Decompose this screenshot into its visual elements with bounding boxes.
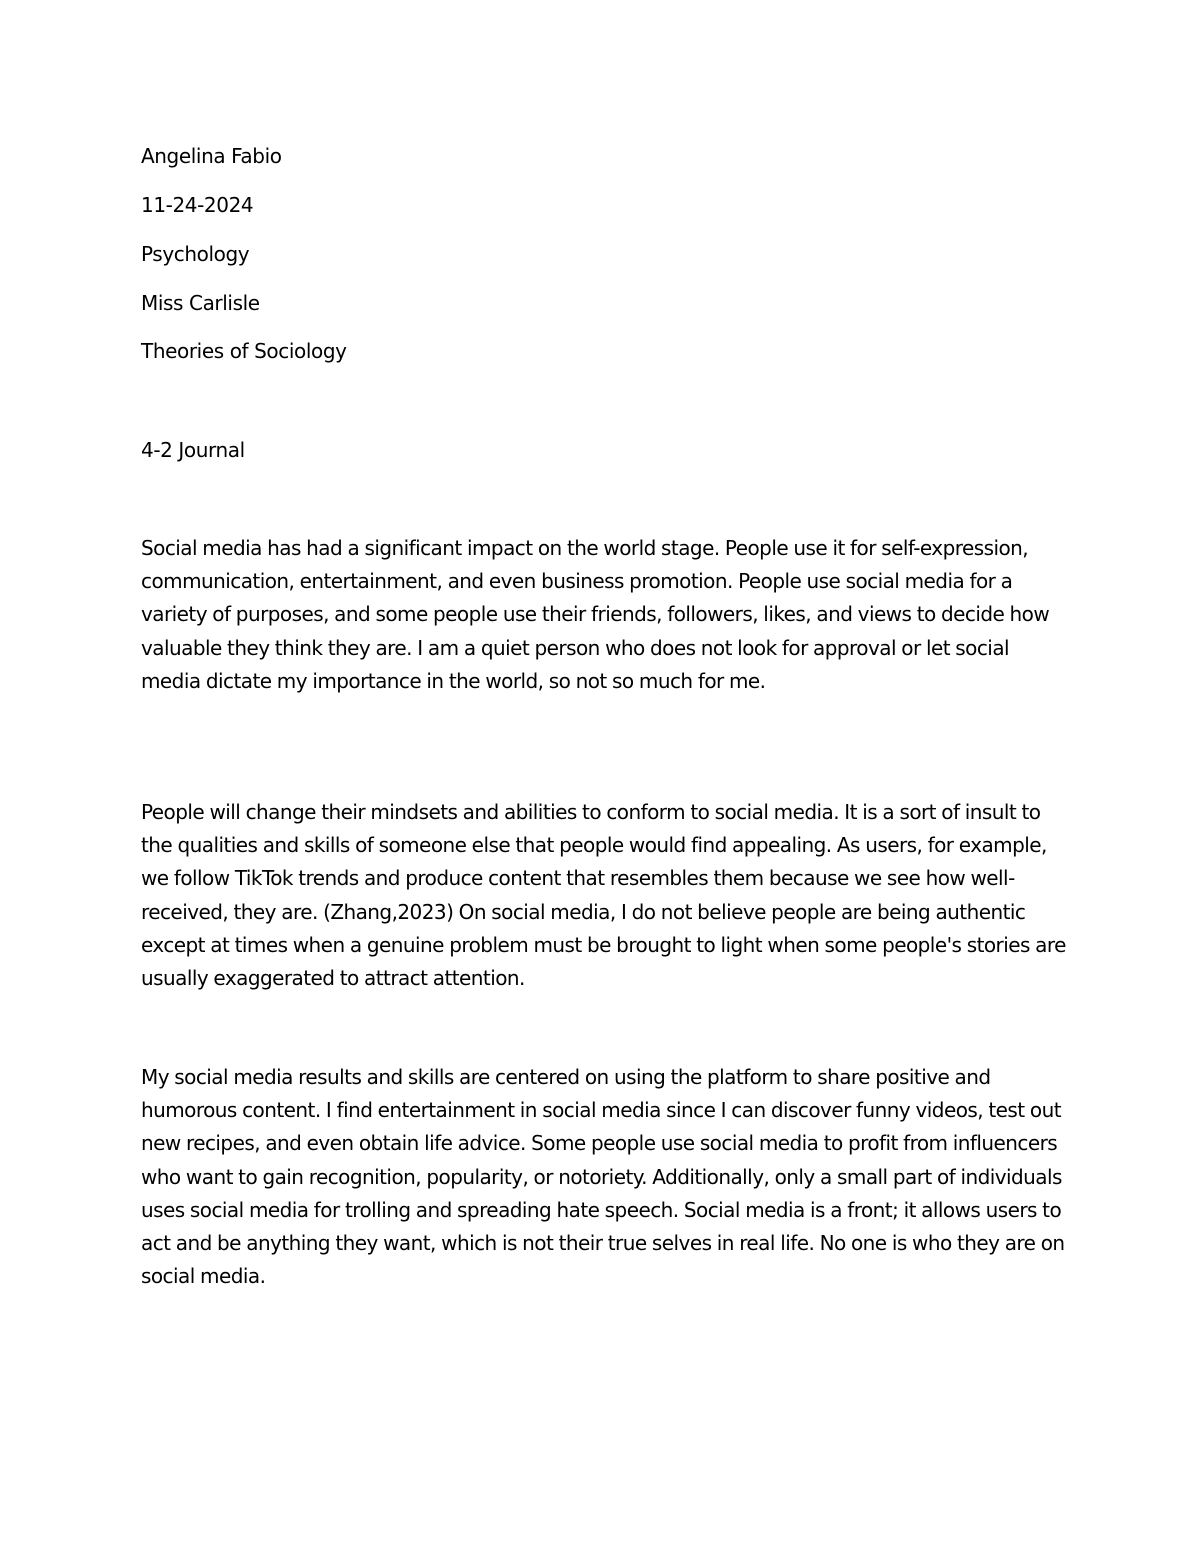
paragraph-1: Social media has had a significant impact on the world stage. People use it for self-expression, communication, entertainment, and even business promotion. People use social media for a variety of purposes, and some people use their friends, followers, likes, and views to decide how valuable they think they are. I am a quiet person who does not look for approval or let social media dictate my importance in the world, so not so much for me. <box>141 536 1050 693</box>
author-name: Angelina Fabio <box>141 144 282 168</box>
subject: Psychology <box>141 242 250 266</box>
course: Theories of Sociology <box>141 339 347 363</box>
paragraph-2: People will change their mindsets and abilities to conform to social media. It is a sort of insult to the qualities and skills of someone else that people would find appealing. As users, for example, we follow TikTok trends and produce content that resembles them because we see how well-received, they are. (Zhang,2023) On social media, I do not believe people are being authentic except at times when a genuine problem must be brought to light when some people's stories are usually exaggerated to attract attention. <box>141 800 1066 991</box>
instructor: Miss Carlisle <box>141 291 260 315</box>
date: 11-24-2024 <box>141 193 254 217</box>
document-title: 4-2 Journal <box>141 438 245 462</box>
paragraph-3: My social media results and skills are centered on using the platform to share positive and humorous content. I find entertainment in social media since I can discover funny videos, test out new recipes, and even obtain life advice. Some people use social media to profit from influencers who want to gain recognition, popularity, or notoriety. Additionally, only a small part of individuals uses social media for trolling and spreading hate speech. Social media is a front; it allows users to act and be anything they want, which is not their true selves in real life. No one is who they are on social media. <box>141 1065 1065 1289</box>
